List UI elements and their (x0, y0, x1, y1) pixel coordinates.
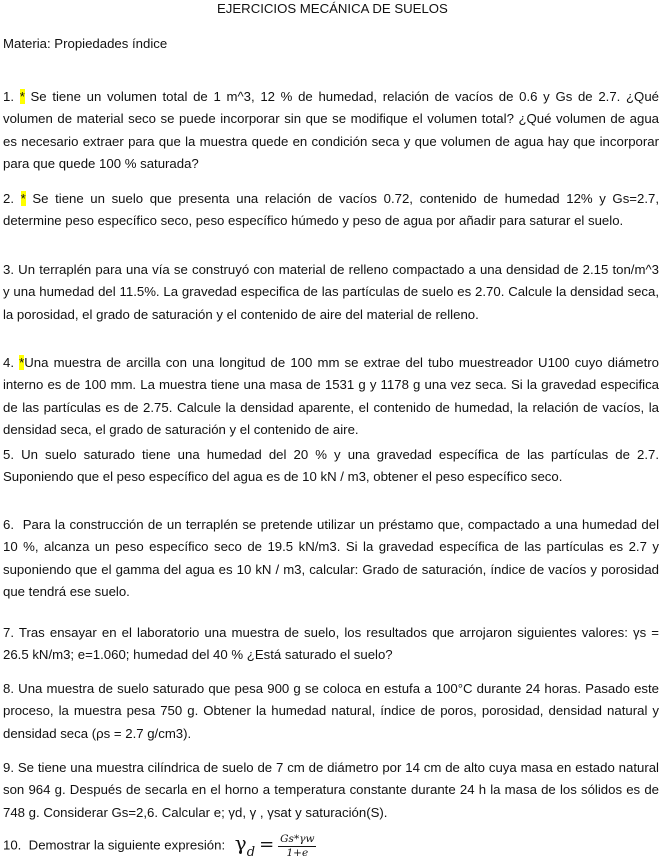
exercise-text: Una muestra de arcilla con una longitud de 100 mm se extrae del tubo muestreador U100 cuyo diámetro interno es de 100 mm. La muestra tiene una masa de 1531 g y 1178 g una vez seca. Si la gravedad especifica de las partículas es de 2.75. Calcule la densidad aparente, el contenido de humedad, la relación de vacíos, la densidad seca, el grado de saturación y el contenido de aire. (3, 355, 659, 437)
exercise-text: Un suelo saturado tiene una humedad del 20 % y una gravedad específica de las partículas de 2.7. Suponiendo que el peso específico del agua es de 10 kN / m3, obtener el peso específico seco. (3, 447, 659, 485)
exercise-text: Se tiene un suelo que presenta una relación de vacíos 0.72, contenido de humedad 12% y Gs=2.7, determine peso específico seco, peso específico húmedo y peso de agua por añadir para saturar el suelo. (3, 191, 659, 229)
exercise-text: Una muestra de suelo saturado que pesa 900 g se coloca en estufa a 100°C durante 24 horas. Pasado este proceso, la muestra pesa 750 g. Obtener la humedad natural, índice de poros, porosidad, densidad natural y densidad seca (ρs = 2.7 g/cm3). (3, 681, 659, 741)
exercise-number: 2. (3, 191, 14, 206)
formula-equals: = (259, 834, 275, 855)
exercise-10 (3, 832, 659, 860)
exercise-text: Se tiene un volumen total de 1 m^3, 12 % de humedad, relación de vacíos de 0.6 y Gs de 2.7. ¿Qué volumen de material seco se puede incorporar sin que se modifique el volumen total? ¿Qué volumen de agua es necesario extraer para que la muestra quede en condición seca y que volumen de agua hay que incorporar para que quede 100 % saturada? (3, 89, 659, 171)
exercise-text: Se tiene una muestra cilíndrica de suelo de 7 cm de diámetro por 14 cm de alto cuya masa en estado natural son 964 g. Después de secarla en el horno a temperatura constante durante 24 h la masa de los sólidos es de 748 g. Considerar Gs=2,6. Calcular e; γd, γ , γsat y saturación(S). (3, 760, 659, 820)
exercise-number: 4. (3, 355, 14, 370)
formula-numerator: Gs*γw (280, 833, 315, 846)
exercise-9 (3, 757, 659, 824)
exercise-3 (3, 259, 659, 326)
exercise-6 (3, 514, 659, 603)
exercise-1 (3, 86, 659, 175)
document-title: EJERCICIOS MECÁNICA DE SUELOS (217, 1, 448, 16)
exercise-number: 6. (3, 517, 14, 532)
exercise-text: Para la construcción de un terraplén se pretende utilizar un préstamo que, compactado a una humedad del 10 %, alcanza un peso específico seco de 19.5 kN/m3. Si la gravedad específica de las partículas es 2.7 y suponiendo que el gamma del agua es 10 kN / m3, calcular: Grado de saturación, índice de vacíos y porosidad que tendrá ese suelo. (3, 517, 659, 599)
exercise-8 (3, 678, 659, 745)
star-marker: * (19, 355, 25, 370)
exercise-number: 9. (3, 760, 14, 775)
exercise-text: Tras ensayar en el laboratorio una muestra de suelo, los resultados que arrojaron siguientes valores: γs = 26.5 kN/m3; e=1.060; humedad del 40 % ¿Está saturado el suelo? (3, 625, 659, 663)
formula-gamma: γ (234, 831, 247, 855)
exercise-number: 3. (3, 262, 14, 277)
exercise-number: 8. (3, 681, 14, 696)
formula-subscript: d (246, 845, 256, 860)
exercise-text: Demostrar la siguiente expresión: (28, 837, 226, 853)
formula-denominator: 1+e (286, 847, 309, 860)
exercise-number: 5. (3, 447, 14, 462)
subject-line: Materia: Propiedades índice (3, 36, 168, 51)
exercise-number: 7. (3, 625, 14, 640)
exercise-7 (3, 622, 659, 667)
exercise-2 (3, 188, 659, 233)
exercise-4 (3, 352, 659, 441)
exercise-text: Un terraplén para una vía se construyó con material de relleno compactado a una densidad de 2.15 ton/m^3 y una humedad del 11.5%. La gravedad especifica de las partículas de suelo es 2.70. Calcule la densidad seca, la porosidad, el grado de saturación y el contenido de aire del material de relleno. (3, 262, 659, 322)
exercise-number: 10. (3, 837, 22, 853)
star-marker: * (19, 89, 25, 104)
exercise-number: 1. (3, 89, 14, 104)
formula-fraction (278, 833, 316, 860)
dry-unit-weight-formula (235, 832, 317, 860)
star-marker: * (20, 191, 26, 206)
exercise-5 (3, 444, 659, 489)
